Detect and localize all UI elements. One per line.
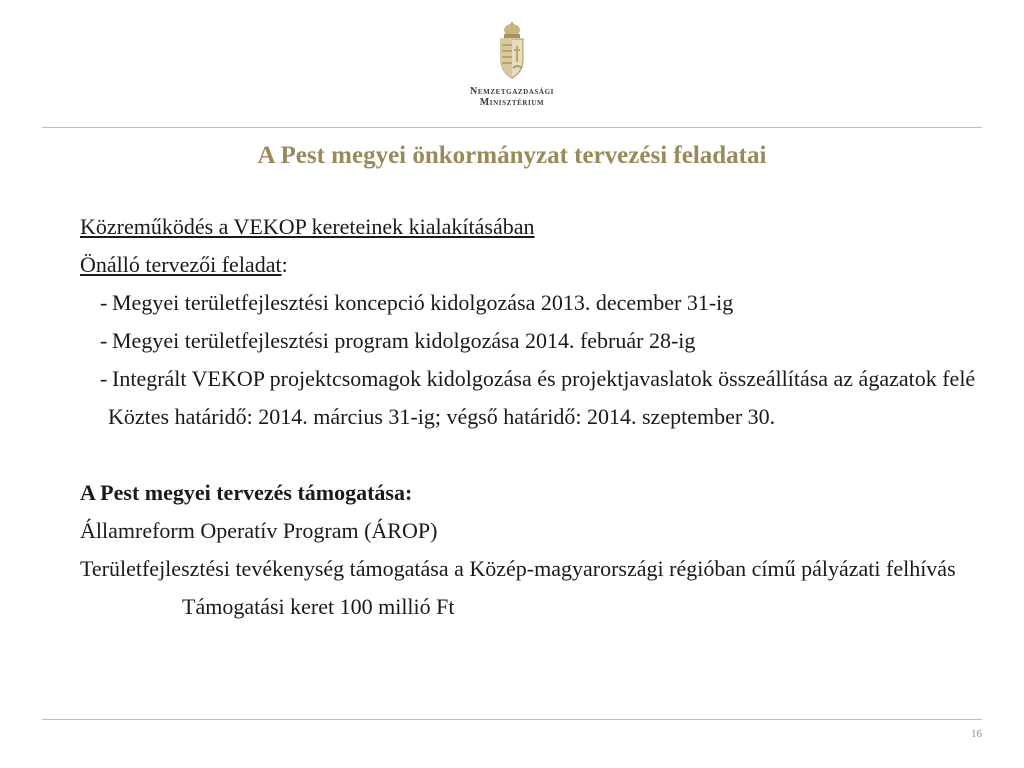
list-item <box>100 288 978 318</box>
list-item <box>100 364 978 394</box>
coat-of-arms-icon <box>496 22 528 80</box>
header-divider <box>42 127 982 128</box>
org-name-line2: Minisztérium <box>479 97 545 108</box>
bullet-text: Megyei területfejlesztési koncepció kidolgozása 2013. december 31-ig <box>112 290 734 315</box>
org-name-line1: Nemzetgazdasági <box>470 86 554 97</box>
bullet-text: Integrált VEKOP projektcsomagok kidolgozása és projektjavaslatok összeállítása az ágazatok felé <box>112 366 976 391</box>
call-line: Területfejlesztési tevékenység támogatása a Közép-magyarországi régióban című pályázati felhívás <box>80 556 956 581</box>
dash-bullet-icon: - <box>100 366 108 391</box>
deadline-line: Köztes határidő: 2014. március 31-ig; végső határidő: 2014. szeptember 30. <box>108 404 776 429</box>
cooperation-line: Közreműködés a VEKOP kereteinek kialakításában <box>80 214 535 239</box>
program-line: Államreform Operatív Program (ÁROP) <box>80 518 438 543</box>
dash-bullet-icon: - <box>100 328 108 353</box>
page-title: A Pest megyei önkormányzat tervezési feladatai <box>257 142 767 169</box>
support-heading: A Pest megyei tervezés támogatása: <box>80 480 413 505</box>
page-number: 16 <box>971 728 982 740</box>
spacer <box>80 440 978 478</box>
slide-content <box>80 212 978 630</box>
dash-bullet-icon: - <box>100 290 108 315</box>
list-item <box>100 326 978 356</box>
own-tasks-label: Önálló tervezői feladat <box>80 252 282 277</box>
own-tasks-colon: : <box>281 252 288 277</box>
ministry-logo <box>0 22 1024 108</box>
bullet-text: Megyei területfejlesztési program kidolgozása 2014. február 28-ig <box>112 328 696 353</box>
budget-line: Támogatási keret 100 millió Ft <box>182 594 455 619</box>
own-tasks-line <box>80 250 978 280</box>
footer-divider <box>42 719 982 720</box>
